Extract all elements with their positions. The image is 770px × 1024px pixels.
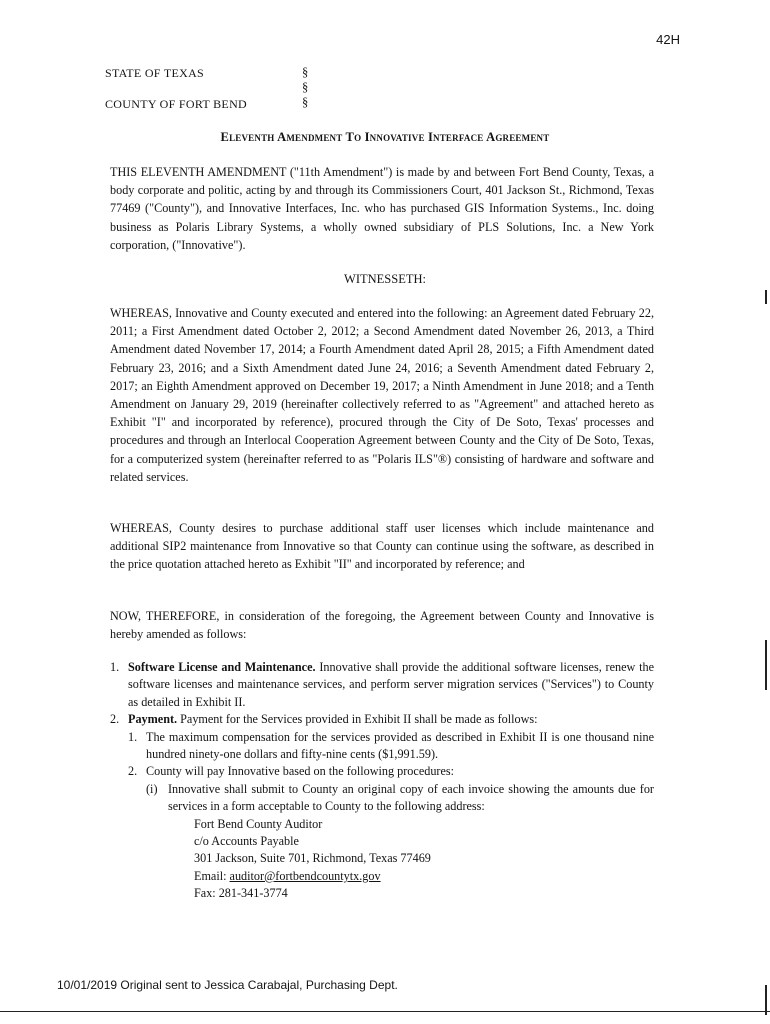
item-text: Payment for the Services provided in Exhibit II shall be made as follows: <box>180 712 538 727</box>
address-line: c/o Accounts Payable <box>194 834 299 849</box>
item-number: 1. <box>110 660 120 674</box>
list-item <box>110 711 654 728</box>
item-text: Innovative shall submit to County an original copy of each invoice showing the amounts due for services in a form acceptable to County to the following address: <box>168 781 654 814</box>
address-line: 301 Jackson, Suite 701, Richmond, Texas 77469 <box>194 851 431 866</box>
intro-paragraph: THIS ELEVENTH AMENDMENT ("11th Amendment") is made by and between Fort Bend County, Texas, a body corporate and politic, acting by and through its Commissioners Court, 401 Jackson St., Richmond, Texas 77469 ("County"), and Innovative Interfaces, Inc. who has purchased GIS Information Systems., Inc. doing business as Polaris Library Systems, a wholly owned subsidiary of PLS Solutions, Inc. a New York corporation, ("Innovative"). <box>110 165 654 252</box>
address-email-row <box>194 868 654 885</box>
document-title: Eleventh Amendment To Innovative Interface Agreement <box>220 130 550 144</box>
section-mark: § <box>302 65 309 79</box>
footer-note: 10/01/2019 Original sent to Jessica Carabajal, Purchasing Dept. <box>57 978 398 992</box>
now-therefore-paragraph: NOW, THEREFORE, in consideration of the foregoing, the Agreement between County and Innovative is hereby amended as follows: <box>110 609 654 642</box>
caption-state: STATE OF TEXAS <box>105 66 205 80</box>
item-text: The maximum compensation for the services provided as described in Exhibit II is one thousand nine hundred ninety-one dollars and fifty-nine cents ($1,991.59). <box>146 729 654 762</box>
list-item <box>128 729 654 764</box>
item-number: 1. <box>128 729 138 744</box>
address-line: Fort Bend County Auditor <box>194 816 323 831</box>
section-mark: § <box>302 95 309 109</box>
address-fax: Fax: 281-341-3774 <box>194 886 288 901</box>
whereas-paragraph-2: WHEREAS, County desires to purchase additional staff user licenses which include maintenance and additional SIP2 maintenance from Innovative so that County can continue using the software, as described in the price quotation attached hereto as Exhibit "II" and incorporated by reference; and <box>110 521 654 572</box>
item-number: 2. <box>110 712 120 727</box>
caption-county: COUNTY OF FORT BEND <box>105 97 247 111</box>
item-text: County will pay Innovative based on the following procedures: <box>146 764 455 779</box>
witnesseth-heading: WITNESSETH: <box>344 272 426 286</box>
item-number: 2. <box>128 764 138 779</box>
email-label: Email: <box>194 868 227 883</box>
scan-edge-mark <box>765 640 767 690</box>
list-item <box>110 659 654 711</box>
item-heading: Payment. <box>128 712 178 727</box>
item-number: (i) <box>146 781 158 796</box>
item-text: Innovative shall provide the additional software licenses, renew the software licenses and maintenance services, and perform server migration services ("Services") to County as detailed in Exhibit II. <box>128 660 654 709</box>
mailing-address <box>194 816 654 903</box>
list-item <box>128 763 654 780</box>
page-number: 42H <box>656 32 680 47</box>
whereas-paragraph-1: WHEREAS, Innovative and County executed and entered into the following: an Agreement dated February 22, 2011; a First Amendment dated October 2, 2012; a Second Amendment dated November 26, 2013, a Third Amendment dated November 17, 2014; a Fourth Amendment dated April 28, 2015; a Fifth Amendment dated February 23, 2016; and a Sixth Amendment dated June 24, 2016; a Seventh Amendment dated February 2, 2017; an Eighth Amendment approved on December 19, 2017; a Ninth Amendment in June 2018; and a Tenth Amendment on January 29, 2019 (hereinafter collectively referred to as "Agreement" and attached hereto as Exhibit "I" and incorporated by reference), procured through the City of De Soto, Texas' processes and procedures and through an Interlocal Cooperation Agreement between County and the City of De Soto, Texas, for a computerized system (hereinafter referred to as "Polaris ILS"®) consisting of hardware and software and related services. <box>110 306 654 484</box>
section-mark: § <box>302 80 309 94</box>
amendment-list <box>110 659 654 903</box>
item-heading: Software License and Maintenance. <box>128 660 316 674</box>
list-item <box>146 781 654 816</box>
scan-edge-mark <box>765 985 767 1015</box>
scan-edge-mark <box>765 290 767 304</box>
email-link[interactable]: auditor@fortbendcountytx.gov <box>229 868 381 883</box>
scan-edge-line <box>0 1011 770 1012</box>
